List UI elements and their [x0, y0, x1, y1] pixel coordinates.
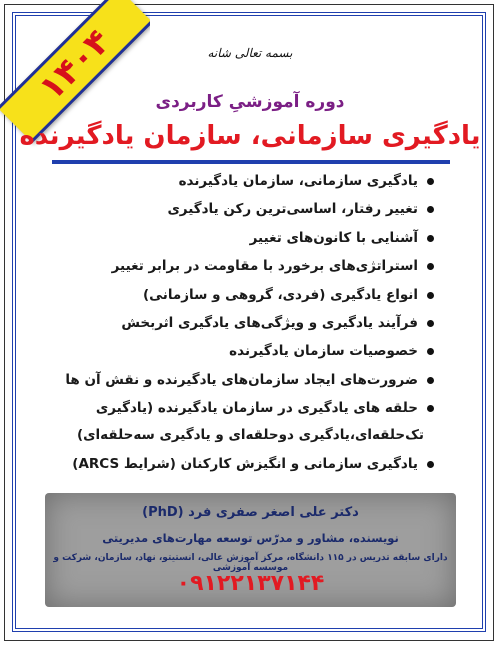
bullet-icon — [427, 320, 434, 327]
bullet-icon — [427, 235, 434, 242]
topic-text: آشنایی با کانون‌های تغییر — [249, 229, 418, 246]
instructor-experience: دارای سابقه تدریس در ۱۱۵ دانشگاه، مرکز آموزش عالی، انستیتو، نهاد، سازمان، شرکت و موسسه آموزشی — [53, 553, 448, 573]
bullet-icon — [427, 405, 434, 412]
topic-item — [54, 172, 434, 190]
topic-text: تغییر رفتار، اساسی‌ترین رکن یادگیری — [167, 201, 418, 218]
topic-text: استراتژی‌های برخورد با مقاومت در برابر تغییر — [111, 258, 418, 275]
topic-text: فرآیند یادگیری و ویژگی‌های یادگیری اثربخش — [121, 314, 418, 331]
topics-list — [54, 172, 434, 483]
bullet-icon — [427, 178, 434, 185]
topic-item — [54, 371, 434, 389]
bullet-icon — [427, 292, 434, 299]
instructor-role: نویسنده، مشاور و مدرّس توسعه مهارت‌های مدیریتی — [102, 531, 399, 545]
year-badge-text: ۱۴۰۴ — [31, 21, 119, 109]
bullet-icon — [427, 348, 434, 355]
topic-item — [54, 342, 434, 360]
bismillah-heading: بسمه تعالی شانه — [207, 46, 293, 60]
title-underline — [52, 160, 450, 164]
topic-item — [54, 257, 434, 275]
topic-item — [54, 455, 434, 473]
topic-text: خصوصیات سازمان یادگیرنده — [229, 343, 418, 360]
topic-text: یادگیری سازمانی، سازمان یادگیرنده — [178, 173, 418, 189]
topic-item — [54, 399, 434, 444]
topic-item — [54, 200, 434, 218]
course-title: یادگیری سازمانی، سازمان یادگیرنده — [19, 121, 481, 151]
topic-text: حلقه های یادگیری در سازمان یادگیرنده (یادگیری — [95, 400, 418, 417]
topic-item — [54, 286, 434, 304]
instructor-info-box — [45, 493, 456, 607]
topic-item — [54, 314, 434, 332]
topic-text: انواع یادگیری (فردی، گروهی و سازمانی) — [142, 286, 418, 303]
topic-text: ضرورت‌های ایجاد سازمان‌های یادگیرنده و نقش آن ها — [65, 371, 418, 388]
bullet-icon — [427, 263, 434, 270]
topic-item — [54, 229, 434, 247]
phone-number: ۰۹۱۲۲۱۳۷۱۴۴ — [176, 571, 325, 596]
instructor-name: دکتر علی اصغر صفری فرد (PhD) — [142, 505, 359, 520]
bullet-icon — [427, 461, 434, 468]
course-type-label: دوره آموزشیِ کاربردی — [155, 92, 345, 112]
topic-text-continuation: تک‌حلقه‌ای،یادگیری دوحلقه‌ای و یادگیری سه‌حلقه‌ای) — [77, 427, 424, 444]
bullet-icon — [427, 206, 434, 213]
bullet-icon — [427, 377, 434, 384]
topic-text: یادگیری سازمانی و انگیزش کارکنان (شرایط ARCS) — [72, 455, 418, 472]
